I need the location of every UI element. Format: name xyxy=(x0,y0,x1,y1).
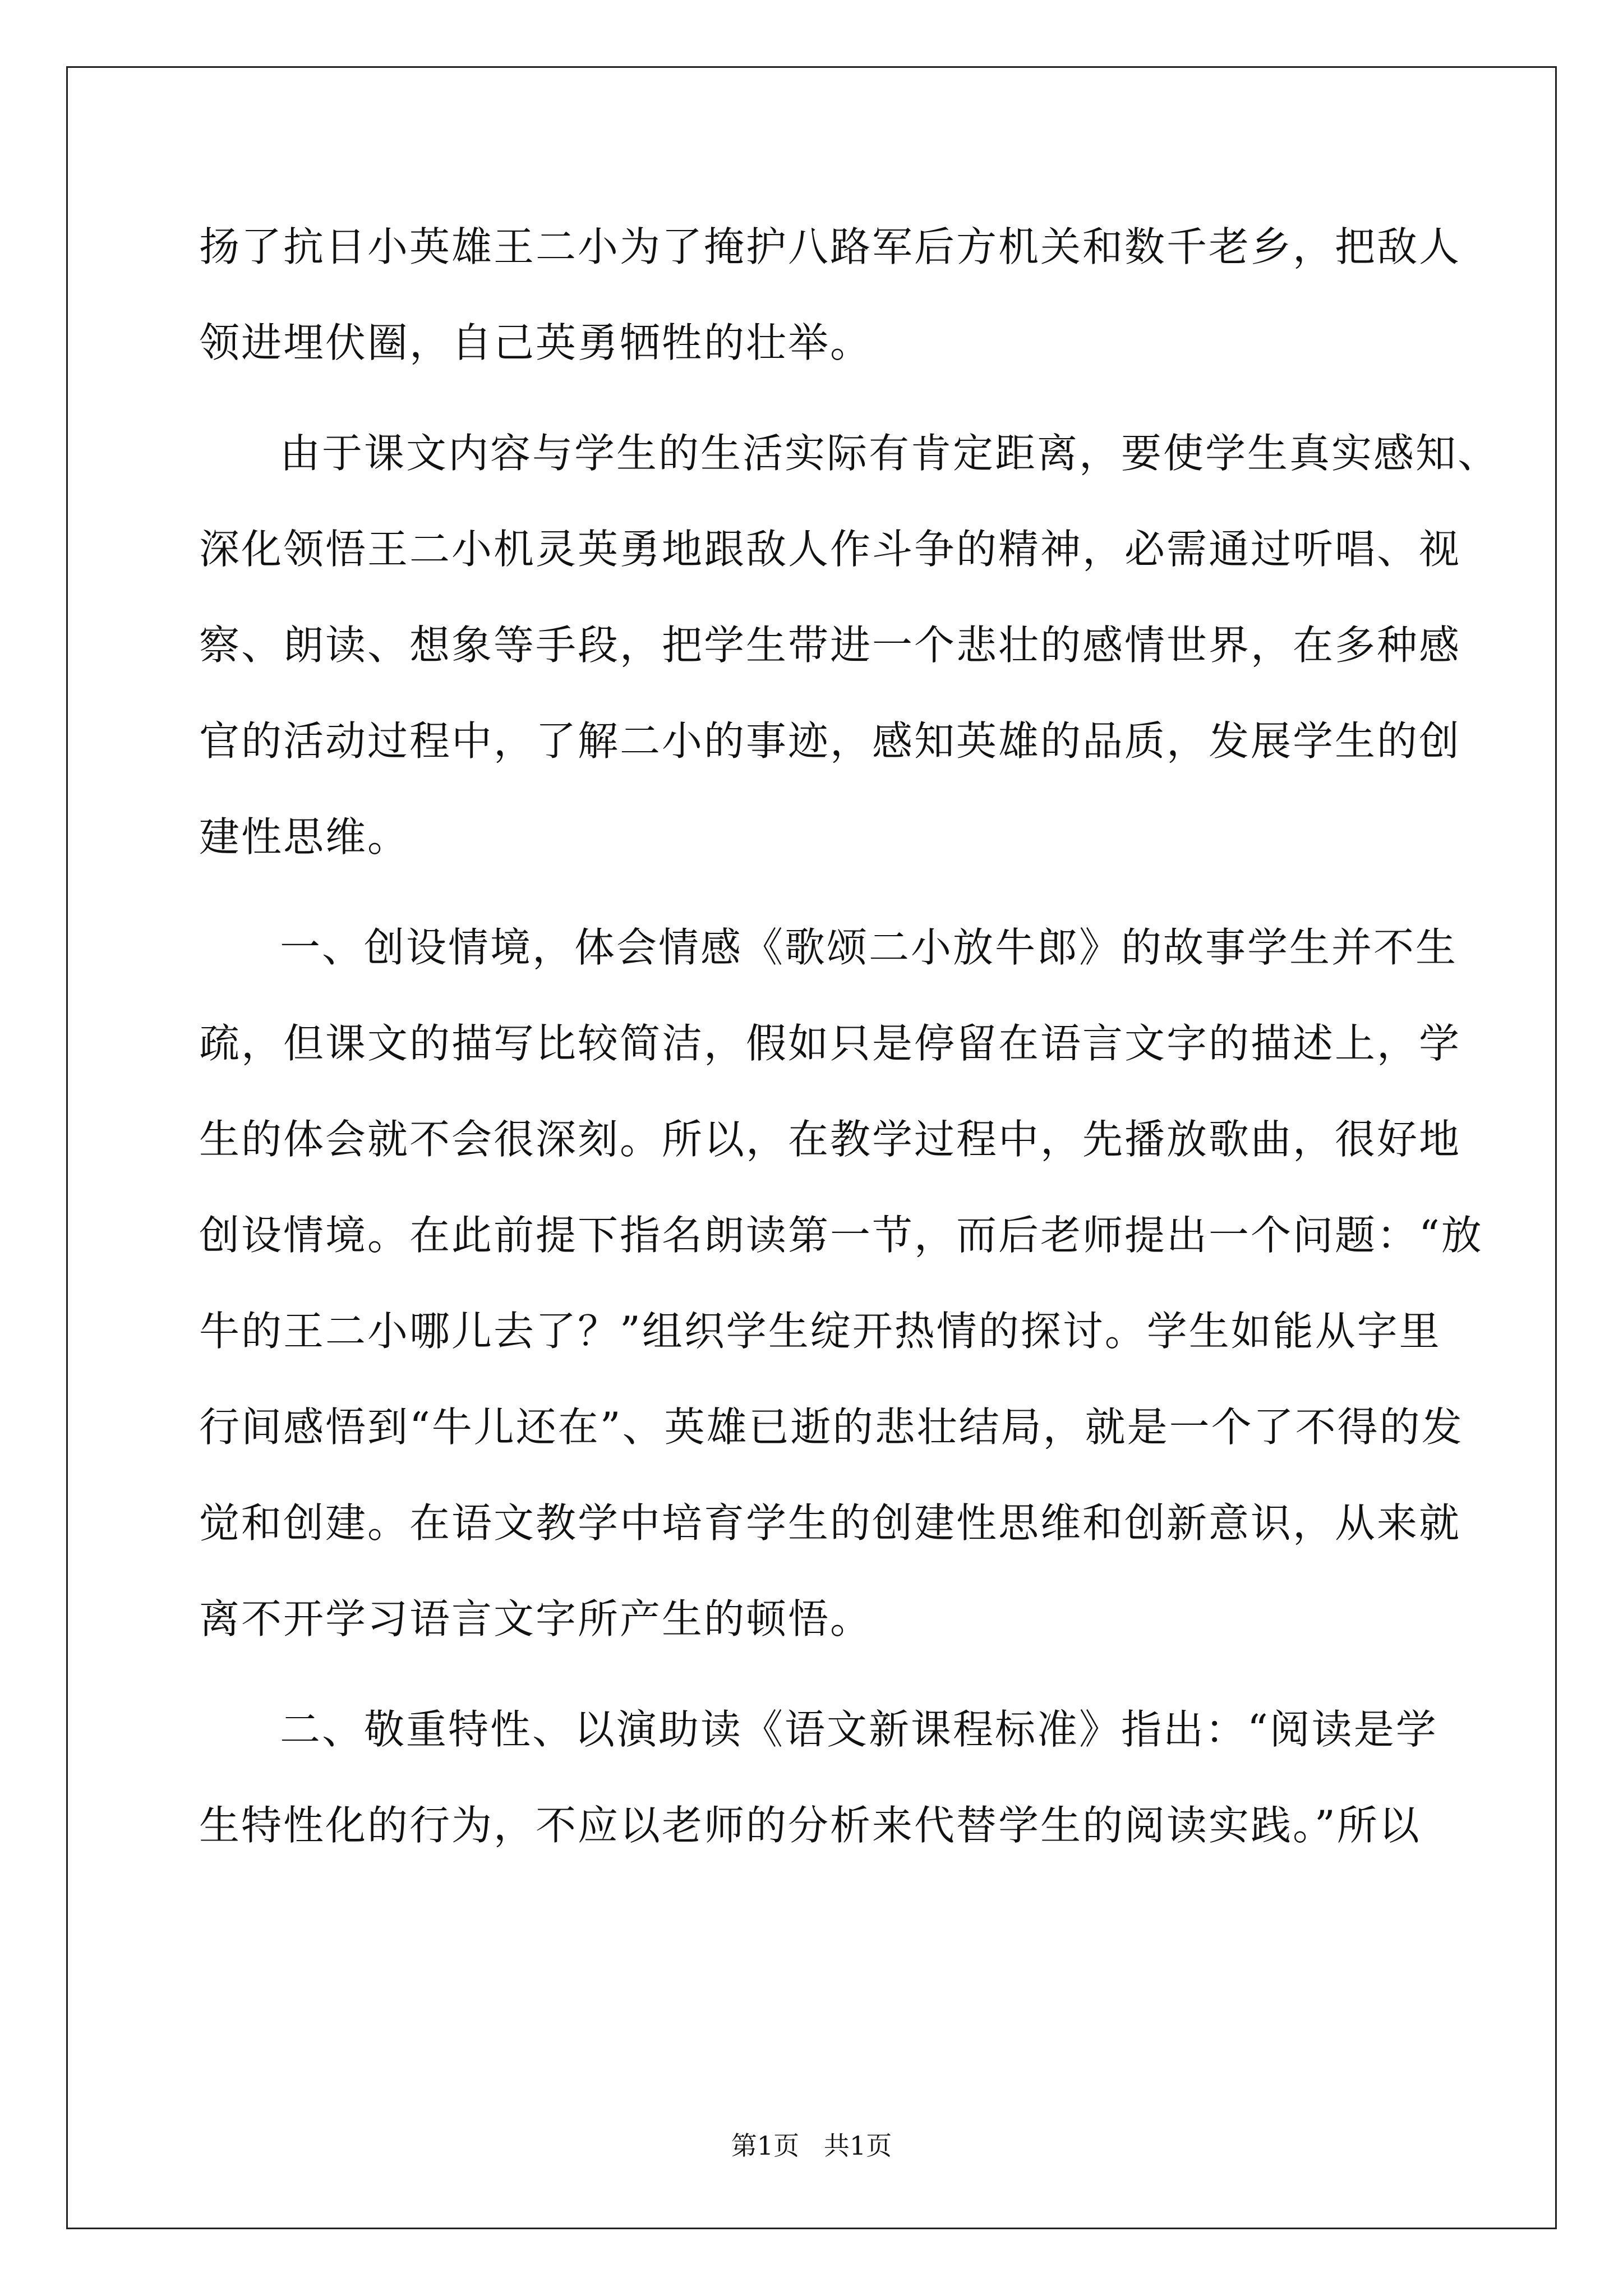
text-line: 创设情境。在此前提下指名朗读第一节，而后老师提出一个问题：“放 xyxy=(199,1212,1483,1259)
paragraph-start-line: 一、创设情境，体会情感《歌颂二小放牛郎》的故事学生并不生 xyxy=(280,924,1458,971)
text-line: 官的活动过程中，了解二小的事迹，感知英雄的品质，发展学生的创 xyxy=(199,717,1461,765)
text-line: 离不开学习语言文字所产生的顿悟。 xyxy=(199,1595,873,1642)
text-line: 觉和创建。在语文教学中培育学生的创建性思维和创新意识，从来就 xyxy=(199,1499,1461,1547)
page-number-footer: 第1页 共1页 xyxy=(731,2131,892,2161)
paragraph-start-line: 二、敬重特性、以演助读《语文新课程标准》指出：“阅读是学 xyxy=(280,1706,1438,1753)
paragraph-start-line: 由于课文内容与学生的生活实际有肯定距离，要使学生真实感知、 xyxy=(280,430,1500,477)
text-line: 扬了抗日小英雄王二小为了掩护八路军后方机关和数千老乡，把敌人 xyxy=(199,223,1461,270)
text-line: 察、朗读、想象等手段，把学生带进一个悲壮的感情世界，在多种感 xyxy=(199,622,1461,669)
text-line: 深化领悟王二小机灵英勇地跟敌人作斗争的精神，必需通过听唱、视 xyxy=(199,526,1461,573)
text-line: 生特性化的行为，不应以老师的分析来代替学生的阅读实践。”所以 xyxy=(199,1802,1421,1849)
text-line: 建性思维。 xyxy=(199,813,410,861)
text-line: 领进埋伏圈，自己英勇牺牲的壮举。 xyxy=(199,319,873,366)
text-line: 生的体会就不会很深刻。所以，在教学过程中，先播放歌曲，很好地 xyxy=(199,1116,1461,1163)
text-line: 行间感悟到“牛儿还在”、英雄已逝的悲壮结局，就是一个了不得的发 xyxy=(199,1404,1464,1451)
text-line: 疏，但课文的描写比较简洁，假如只是停留在语言文字的描述上，学 xyxy=(199,1020,1461,1067)
text-line: 牛的王二小哪儿去了？”组织学生绽开热情的探讨。学生如能从字里 xyxy=(199,1308,1441,1355)
document-body xyxy=(199,199,1500,1874)
